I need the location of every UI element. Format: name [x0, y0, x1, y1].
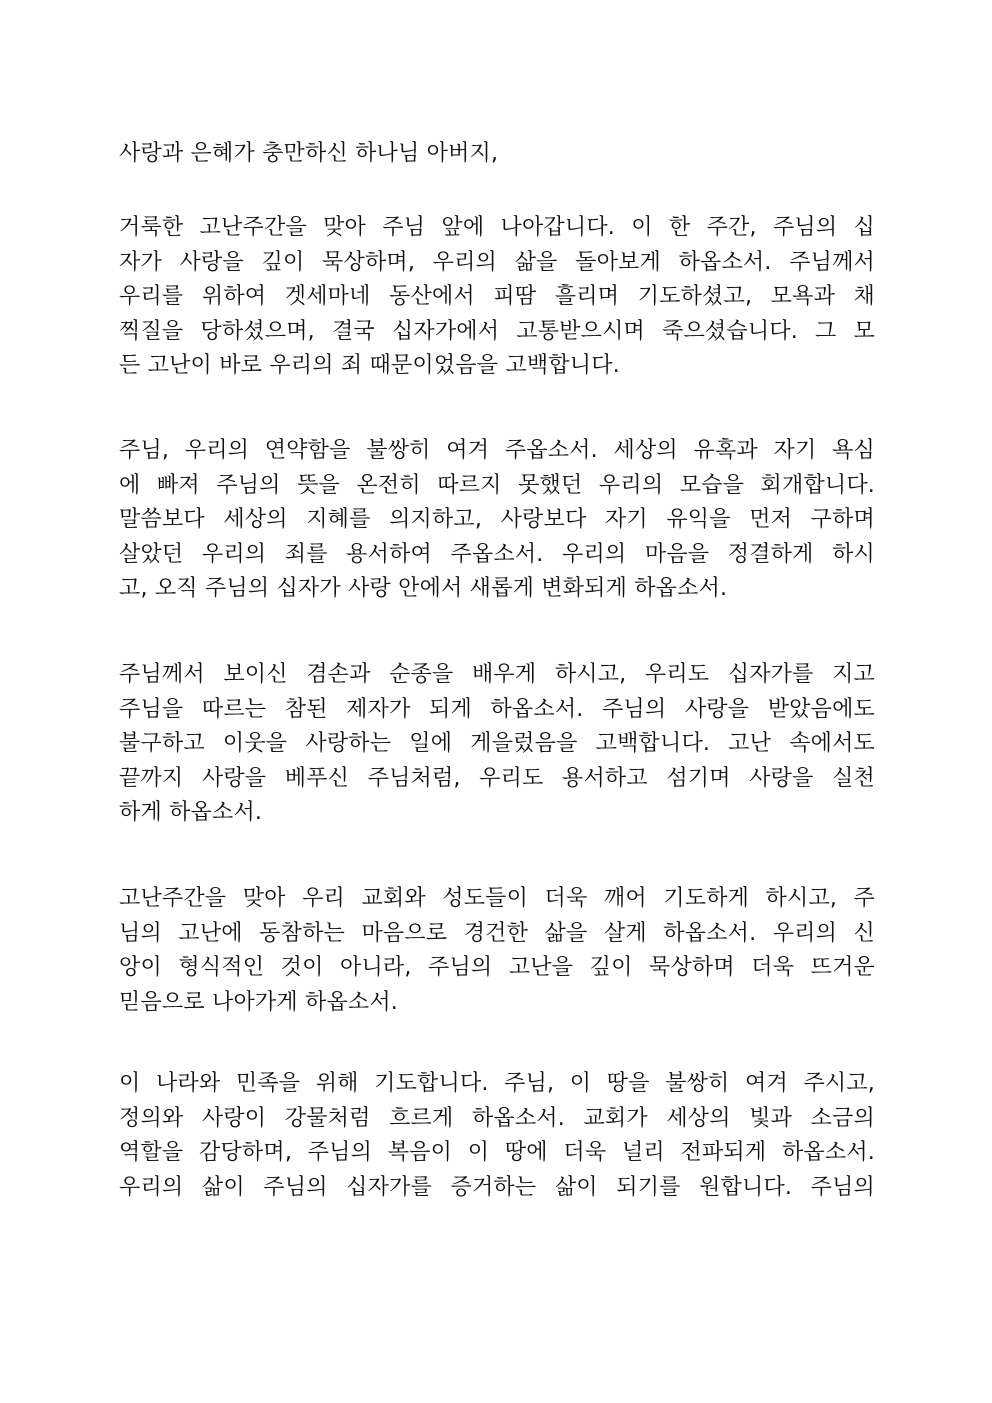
paragraph-holy-week-intro: [119, 211, 875, 384]
text-line: 주님, 우리의 연약함을 불쌍히 여겨 주옵소서. 세상의 유혹과 자기 욕심: [119, 438, 875, 463]
paragraph-discipleship: [119, 658, 875, 831]
text-line: 이 나라와 민족을 위해 기도합니다. 주님, 이 땅을 불쌍히 여겨 주시고,: [119, 1071, 875, 1096]
text-line: 고난주간을 맞아 우리 교회와 성도들이 더욱 깨어 기도하게 하시고, 주: [119, 886, 875, 911]
text-line: 거룩한 고난주간을 맞아 주님 앞에 나아갑니다. 이 한 주간, 주님의 십: [119, 215, 875, 240]
text-line: 찍질을 당하셨으며, 결국 십자가에서 고통받으시며 죽으셨습니다. 그 모: [119, 318, 875, 344]
text-line: 불구하고 이웃을 사랑하는 일에 게을렀음을 고백합니다. 고난 속에서도: [119, 731, 875, 756]
paragraph-nation: [119, 1067, 875, 1205]
text-line: 앙이 형식적인 것이 아니라, 주님의 고난을 깊이 묵상하며 더욱 뜨거운: [119, 955, 875, 980]
text-line: 님의 고난에 동참하는 마음으로 경건한 삶을 살게 하옵소서. 우리의 신: [119, 920, 875, 946]
text-line: 하게 하옵소서.: [119, 800, 263, 825]
text-line: 살았던 우리의 죄를 용서하여 주옵소서. 우리의 마음을 정결하게 하시: [119, 541, 875, 567]
text-line: 에 빠져 주님의 뜻을 온전히 따르지 못했던 우리의 모습을 회개합니다.: [119, 472, 875, 498]
text-line: 말씀보다 세상의 지혜를 의지하고, 사랑보다 자기 유익을 먼저 구하며: [119, 507, 875, 532]
paragraph-repentance: [119, 434, 875, 607]
paragraph-salutation: [119, 137, 875, 172]
text-line: 자가 사랑을 깊이 묵상하며, 우리의 삶을 돌아보게 하옵소서. 주님께서: [119, 249, 875, 275]
text-line: 끝까지 사랑을 베푸신 주님처럼, 우리도 용서하고 섬기며 사랑을 실천: [119, 765, 875, 791]
text-line: 사랑과 은혜가 충만하신 하나님 아버지,: [119, 141, 499, 166]
text-line: 우리의 삶이 주님의 십자가를 증거하는 삶이 되기를 원합니다. 주님의: [119, 1174, 875, 1200]
text-line: 우리를 위하여 겟세마네 동산에서 피땀 흘리며 기도하셨고, 모욕과 채: [119, 284, 875, 309]
text-line: 고, 오직 주님의 십자가 사랑 안에서 새롭게 변화되게 하옵소서.: [119, 576, 728, 601]
text-line: 믿음으로 나아가게 하옵소서.: [119, 989, 399, 1015]
text-line: 역할을 감당하며, 주님의 복음이 이 땅에 더욱 널리 전파되게 하옵소서.: [119, 1140, 875, 1165]
text-line: 주님께서 보이신 겸손과 순종을 배우게 하시고, 우리도 십자가를 지고: [119, 662, 875, 687]
text-line: 든 고난이 바로 우리의 죄 때문이었음을 고백합니다.: [119, 353, 620, 378]
text-line: 주님을 따르는 참된 제자가 되게 하옵소서. 주님의 사랑을 받았음에도: [119, 696, 875, 722]
paragraph-church: [119, 882, 875, 1020]
text-line: 정의와 사랑이 강물처럼 흐르게 하옵소서. 교회가 세상의 빛과 소금의: [119, 1105, 875, 1131]
